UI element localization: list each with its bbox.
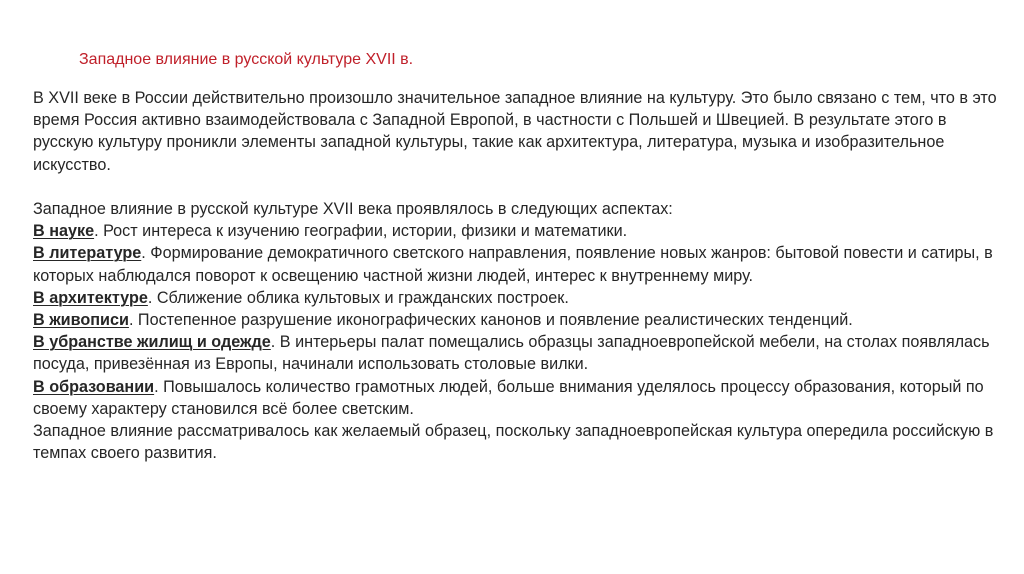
aspect-text: . Постепенное разрушение иконографических канонов и появление реалистических тенденций. (128, 311, 853, 330)
intro-paragraph: В XVII веке в России действительно произошло значительное западное влияние на культуру. Это было связано с тем, что в это время Россия активно взаимодействовала с Западной Европой, в частности с Польшей и Швецией. В результате этого в русскую культуру проникли элементы западной культуры, такие как архитектура, литература, музыка и изобразительное искусство. (33, 89, 997, 174)
aspect-item-home-clothing (33, 331, 1008, 375)
aspect-term: В образовании (33, 377, 155, 396)
conclusion-paragraph: Западное влияние рассматривалось как желаемый образец, поскольку западноевропейская культура опередила российскую в темпах своего развития. (33, 422, 994, 463)
aspect-item-literature (33, 242, 1008, 286)
paragraph-gap (33, 176, 1008, 198)
aspect-item-science (33, 220, 1008, 242)
aspect-text: . Рост интереса к изучению географии, истории, физики и математики. (94, 222, 628, 241)
aspect-text: . В интерьеры палат помещались образцы западноевропейской мебели, на столах появлялась посуда, привезённая из Европы, начинали использовать столовые вилки. (33, 333, 990, 374)
aspect-text: . Сближение облика культовых и гражданских построек. (147, 288, 569, 307)
aspect-term: В живописи (33, 311, 129, 330)
aspect-item-painting (33, 309, 1008, 331)
aspect-item-education (33, 376, 1008, 420)
aspect-text: . Формирование демократичного светского направления, появление новых жанров: бытовой повести и сатиры, в которых наблюдался поворот к освещению частной жизни людей, интерес к внутреннему миру. (33, 244, 993, 285)
slide-title: Западное влияние в русской культуре XVII в. (79, 51, 414, 68)
aspect-term: В науке (33, 222, 95, 241)
slide-body (33, 87, 1008, 464)
aspect-term: В убранстве жилищ и одежде (33, 333, 271, 352)
aspect-term: В архитектуре (33, 288, 148, 307)
aspect-item-architecture (33, 287, 1008, 309)
aspect-term: В литературе (33, 244, 142, 263)
aspect-text: . Повышалось количество грамотных людей, больше внимания уделялось процессу образования, который по своему характеру становился всё более светским. (33, 377, 984, 418)
aspects-lead: Западное влияние в русской культуре XVII века проявлялось в следующих аспектах: (33, 200, 673, 218)
